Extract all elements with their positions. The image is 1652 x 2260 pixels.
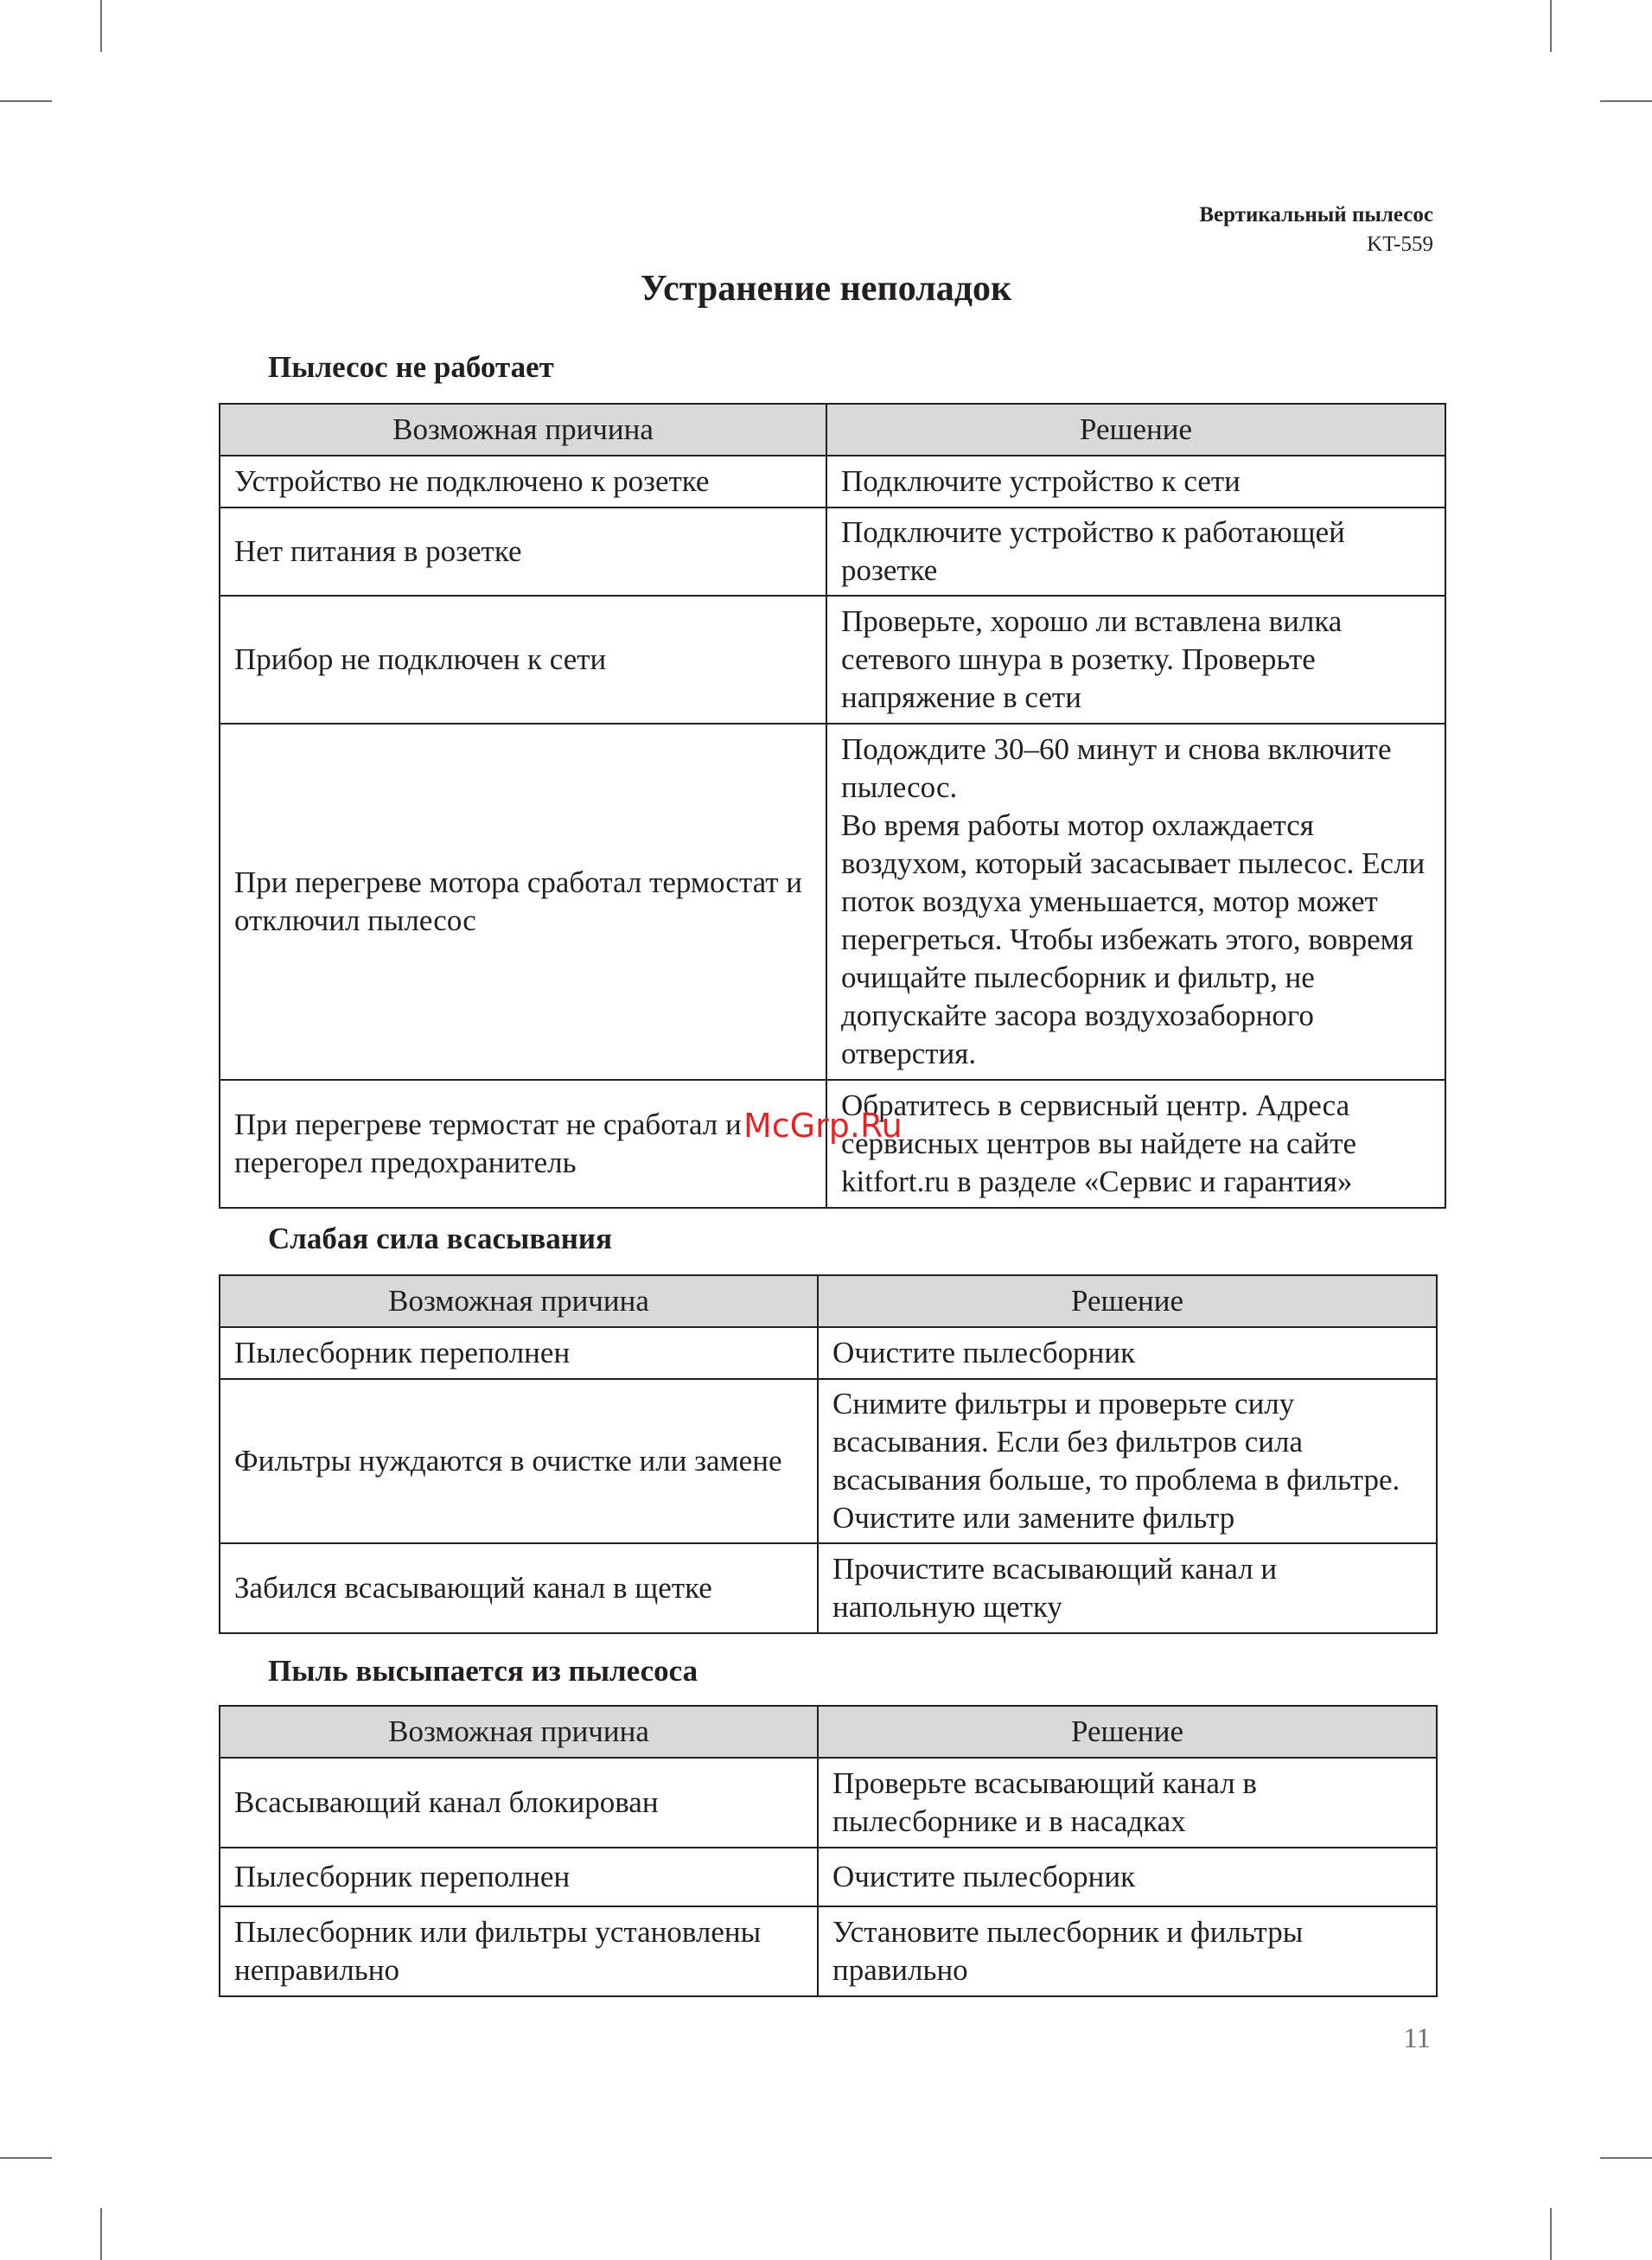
header-product: Вертикальный пылесос — [1199, 203, 1433, 227]
cause-cell: При перегреве мотора сработал термостат и отключил пылесос — [220, 724, 826, 1080]
section-heading: Пылесос не работает — [268, 350, 554, 384]
table-row — [220, 724, 1445, 1080]
solution-cell: Установите пылесборник и фильтры правильно — [818, 1906, 1437, 1996]
section-heading: Слабая сила всасывания — [268, 1222, 613, 1255]
cause-cell: При перегреве термостат не сработал и перегорел предохранитель — [220, 1080, 826, 1208]
column-header-solution: Решение — [818, 1275, 1437, 1327]
table-header-row — [220, 1275, 1437, 1327]
table-header-row — [220, 404, 1445, 456]
cause-cell: Пылесборник переполнен — [220, 1848, 818, 1906]
table-row — [220, 508, 1445, 596]
table-row — [220, 1906, 1437, 1996]
table-row — [220, 1543, 1437, 1633]
crop-mark — [0, 2157, 52, 2159]
table-row — [220, 456, 1445, 508]
page-number: 11 — [1403, 2023, 1431, 2054]
cause-cell: Прибор не подключен к сети — [220, 596, 826, 724]
column-header-cause: Возможная причина — [220, 404, 826, 456]
table-row — [220, 596, 1445, 724]
column-header-solution: Решение — [818, 1706, 1437, 1758]
cause-cell: Пылесборник или фильтры установлены неправильно — [220, 1906, 818, 1996]
section-heading: Пыль высыпается из пылесоса — [268, 1654, 698, 1688]
solution-cell: Проверьте, хорошо ли вставлена вилка сетевого шнура в розетку. Проверьте напряжение в сети — [826, 596, 1445, 724]
table-row — [220, 1327, 1437, 1379]
running-header — [1199, 201, 1433, 259]
crop-mark — [1550, 0, 1552, 52]
solution-cell: Подключите устройство к работающей розетке — [826, 508, 1445, 596]
cause-cell: Устройство не подключено к розетке — [220, 456, 826, 508]
table-row — [220, 1758, 1437, 1848]
cause-cell: Забился всасывающий канал в щетке — [220, 1543, 818, 1633]
cause-cell: Всасывающий канал блокирован — [220, 1758, 818, 1848]
header-model: KT-559 — [1367, 233, 1433, 256]
crop-mark — [100, 2208, 102, 2260]
solution-cell: Снимите фильтры и проверьте силу всасывания. Если без фильтров сила всасывания больше, то проблема в фильтре. Очистите или замените фильтр — [818, 1379, 1437, 1543]
solution-cell: Очистите пылесборник — [818, 1848, 1437, 1906]
cause-cell: Нет питания в розетке — [220, 508, 826, 596]
crop-mark — [0, 100, 52, 102]
crop-mark — [1600, 2157, 1652, 2159]
solution-cell: Подключите устройство к сети — [826, 456, 1445, 508]
column-header-cause: Возможная причина — [220, 1706, 818, 1758]
solution-cell: Очистите пылесборник — [818, 1327, 1437, 1379]
solution-cell: Проверьте всасывающий канал в пылесборнике и в насадках — [818, 1758, 1437, 1848]
cause-cell: Пылесборник переполнен — [220, 1327, 818, 1379]
table-header-row — [220, 1706, 1437, 1758]
column-header-cause: Возможная причина — [220, 1275, 818, 1327]
troubleshooting-table — [219, 1274, 1438, 1634]
solution-cell: Подождите 30–60 минут и снова включите пылесос. Во время работы мотор охлаждается воздухом, который засасывает пылесос. Если поток воздуха уменьшается, мотор может перегреться. Чтобы избежать этого, вовремя очищайте пылесборник и фильтр, не допускайте засора воздухозаборного отверстия. — [826, 724, 1445, 1080]
table-row — [220, 1379, 1437, 1543]
troubleshooting-table — [219, 403, 1446, 1209]
column-header-solution: Решение — [826, 404, 1445, 456]
page-title: Устранение неполадок — [640, 269, 1012, 309]
table-row — [220, 1848, 1437, 1906]
watermark: McGrp.Ru — [743, 1107, 903, 1145]
cause-cell: Фильтры нуждаются в очистке или замене — [220, 1379, 818, 1543]
crop-mark — [1550, 2208, 1552, 2260]
crop-mark — [100, 0, 102, 52]
solution-cell: Прочистите всасывающий канал и напольную щетку — [818, 1543, 1437, 1633]
crop-mark — [1600, 100, 1652, 102]
solution-cell: Обратитесь в сервисный центр. Адреса сервисных центров вы найдете на сайте kitfort.ru в разделе «Сервис и гарантия» — [826, 1080, 1445, 1208]
troubleshooting-table — [219, 1705, 1438, 1997]
